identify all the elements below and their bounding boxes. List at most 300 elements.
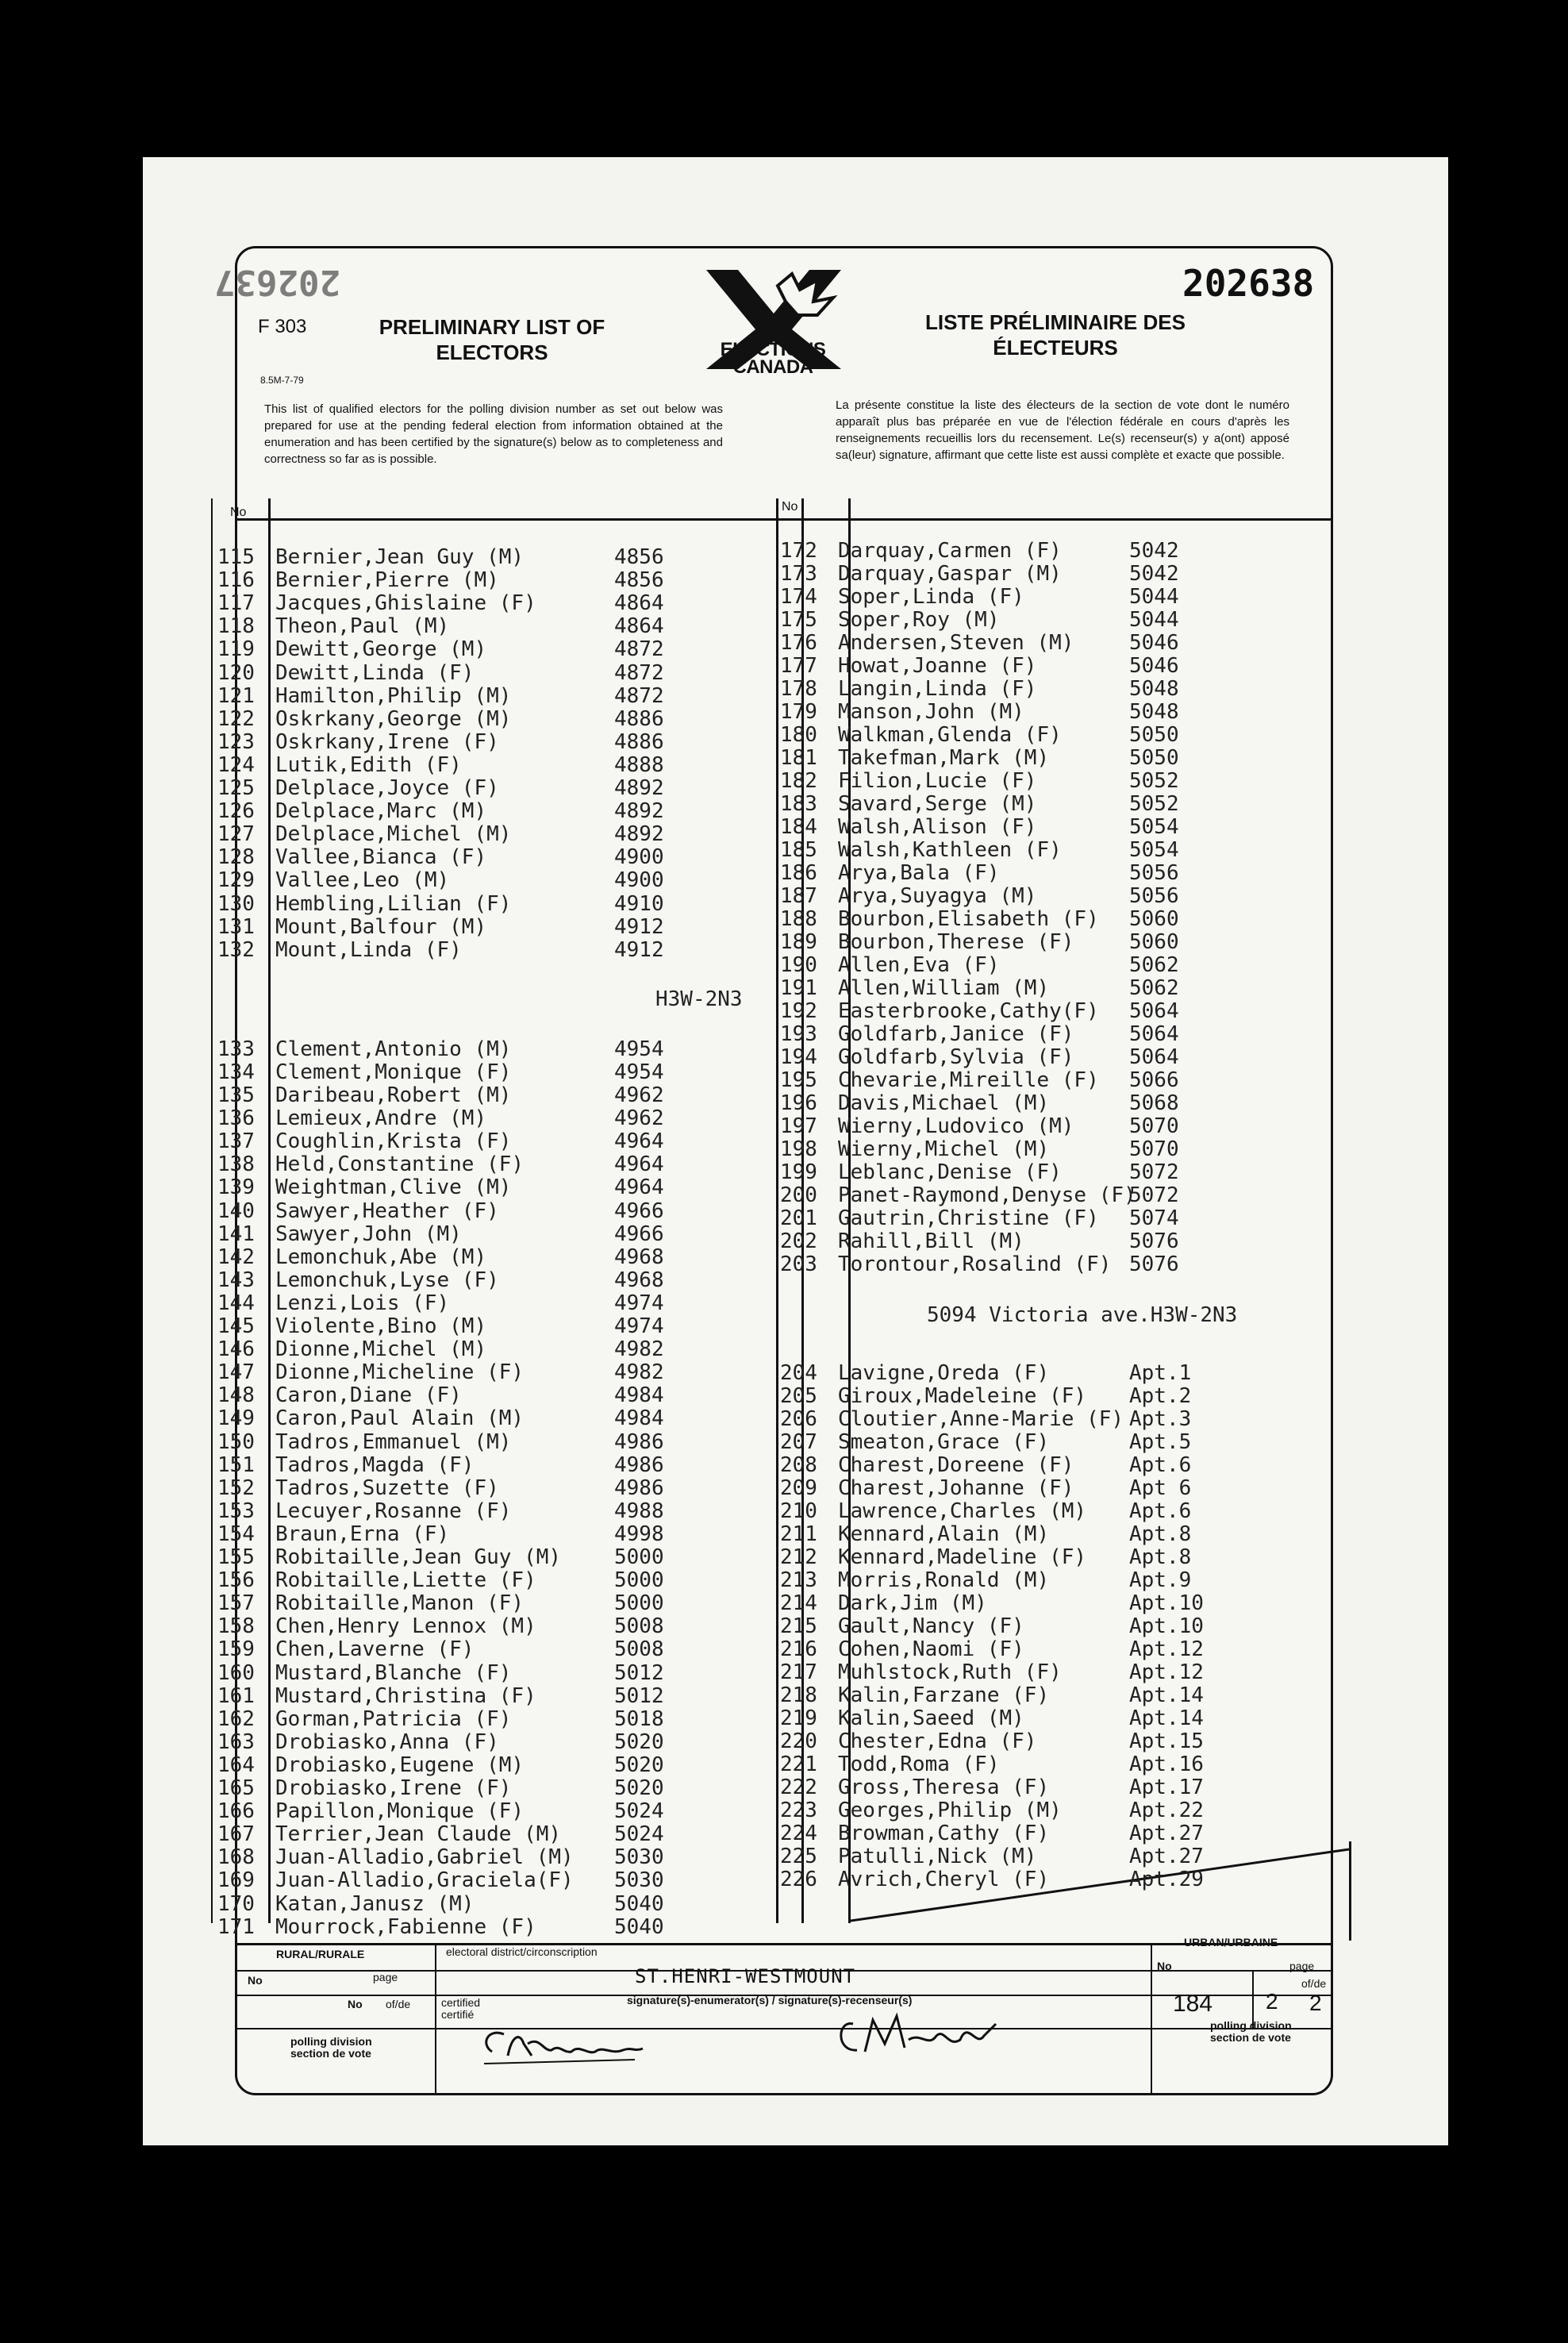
elector-name: Daribeau,Robert (M) [275,1083,512,1107]
intro-french: La présente constitue la liste des électeurs de la section de vote dont le numéro apparaît plus bas préparée en vue de l'élection fédérale en cours d'après les renseignements recueillis lors du recensement. Le(s) recenseur(s) y a(ont) apposé sa(leur) signature, affirmant que cette liste est aussi complète et exacte que possible. [836,398,1289,462]
elector-row [217,1268,664,1292]
elector-row [780,838,1179,862]
elector-row [217,1683,664,1708]
elector-row [217,1660,664,1685]
elector-address: 4900 [614,845,664,870]
elector-address: 5024 [614,1799,664,1824]
elector-address: Apt.15 [1129,1729,1204,1753]
elector-number: 139 [217,1175,255,1200]
elector-row [780,723,1179,747]
left-no-header: No [230,506,247,519]
elector-row [780,1114,1179,1138]
elector-row [217,568,664,593]
elector-number: 203 [780,1252,817,1276]
footer-urban-divider [1151,1943,1152,2094]
elector-name: Bourbon,Therese (F) [838,930,1074,954]
elector-number: 221 [780,1752,817,1776]
elector-address: 5008 [614,1614,664,1639]
elector-row [217,1914,664,1939]
elector-number: 225 [780,1845,817,1868]
district-value: ST.HENRI-WESTMOUNT [635,1965,856,1987]
elector-name: Wierny,Michel (M) [838,1137,1050,1161]
elector-address: 4988 [614,1499,664,1523]
elector-name: Drobiasko,Anna (F) [275,1729,499,1754]
elector-row [217,891,664,916]
elector-address: Apt.27 [1129,1822,1204,1845]
elector-row [217,729,664,754]
elector-row [217,1868,664,1893]
elector-address: 4892 [614,799,664,824]
elector-address: Apt.14 [1129,1706,1204,1730]
elector-number: 159 [217,1637,255,1662]
elector-row [780,861,1179,885]
elector-name: Kalin,Farzane (F) [838,1683,1050,1707]
elector-row [217,1314,664,1338]
elector-address: 5044 [1129,608,1179,632]
elector-number: 213 [780,1568,817,1592]
elector-number: 149 [217,1406,255,1431]
elector-name: Soper,Linda (F) [838,585,1024,609]
polling-label-urban: polling division section de vote [1210,2019,1292,2044]
certified-label: certified certifié [441,1996,481,2021]
elector-address: 4966 [614,1222,664,1246]
rural-no-label: No [248,1974,263,1987]
elector-row [217,1614,664,1639]
elector-address: 4886 [614,706,664,731]
elector-address: 5062 [1129,976,1179,1000]
elector-number: 180 [780,723,817,747]
elector-name: Coughlin,Krista (F) [275,1129,512,1154]
elector-address: Apt.8 [1129,1545,1192,1569]
elector-name: Walsh,Alison (F) [838,815,1037,839]
elector-name: Kennard,Madeline (F) [838,1545,1087,1569]
elector-row [780,1022,1179,1046]
elector-number: 220 [780,1729,817,1753]
elector-row [780,1706,1204,1730]
elector-address: Apt.17 [1129,1776,1204,1799]
elector-address: 5062 [1129,953,1179,977]
elector-name: Browman,Cathy (F) [838,1822,1050,1845]
elector-name: Giroux,Madeleine (F) [838,1384,1087,1408]
elector-number: 214 [780,1591,817,1615]
elector-name: Charest,Doreene (F) [838,1453,1074,1477]
elector-address: Apt 6 [1129,1476,1192,1500]
elector-row [780,1545,1192,1569]
elector-name: Gault,Nancy (F) [838,1614,1024,1638]
elector-row [780,1206,1179,1230]
elector-name: Dionne,Michel (M) [275,1337,487,1362]
elector-number: 192 [780,999,817,1023]
elector-name: Davis,Michael (M) [838,1091,1050,1115]
elector-address: 5076 [1129,1229,1179,1253]
elector-number: 131 [217,914,255,939]
elector-address: 4872 [614,660,664,685]
elector-row [217,868,664,893]
elector-number: 202 [780,1229,817,1253]
elector-number: 155 [217,1545,255,1569]
elector-row [780,539,1179,563]
elector-number: 164 [217,1752,255,1777]
elector-address: 5008 [614,1637,664,1662]
elector-address: 5060 [1129,930,1179,954]
elector-address: 4910 [614,891,664,916]
elector-row [217,614,664,639]
elector-row [780,1091,1179,1115]
elector-name: Arya,Suyagya (M) [838,884,1037,908]
elector-address: 4864 [614,614,664,639]
elector-row [217,1799,664,1824]
enumerator-signature-2 [829,2004,1012,2068]
elector-row [217,1776,664,1800]
elector-address: Apt.29 [1129,1868,1204,1891]
elector-number: 137 [217,1129,255,1154]
elector-name: Dewitt,Linda (F) [275,660,475,685]
elector-number: 117 [217,591,255,616]
elector-name: Andersen,Steven (M) [838,631,1074,655]
elector-number: 197 [780,1114,817,1138]
elector-address: 5070 [1129,1137,1179,1161]
elector-address: 4872 [614,637,664,662]
elector-address: 5040 [614,1914,664,1939]
elector-number: 190 [780,953,817,977]
elector-row [780,1845,1204,1868]
elector-address: 4984 [614,1406,664,1431]
elector-name: Leblanc,Denise (F) [838,1160,1062,1184]
elector-name: Drobiasko,Eugene (M) [275,1752,525,1777]
elector-name: Katan,Janusz (M) [275,1891,475,1916]
elector-number: 181 [780,746,817,770]
elector-row [217,752,664,777]
elector-address: 4856 [614,568,664,593]
elector-row [780,1476,1192,1500]
elector-name: Manson,John (M) [838,700,1024,724]
elector-number: 144 [217,1291,255,1315]
elector-address: Apt.14 [1129,1683,1204,1707]
elector-row [217,1106,664,1131]
rural-page-label: page [373,1971,398,1983]
elector-name: Allen,Eva (F) [838,953,1000,977]
elector-row [780,1453,1192,1477]
elector-number: 115 [217,545,255,569]
elector-address: 5000 [614,1591,664,1616]
elector-number: 156 [217,1568,255,1593]
elector-row [780,1591,1204,1615]
elector-name: Lecuyer,Rosanne (F) [275,1499,512,1523]
elector-address: 5030 [614,1845,664,1870]
elector-number: 140 [217,1198,255,1223]
elector-row [780,1229,1179,1253]
elector-address: 5054 [1129,815,1179,839]
elector-name: Jacques,Ghislaine (F) [275,591,536,616]
elector-row [217,914,664,939]
elector-number: 153 [217,1499,255,1523]
elector-number: 163 [217,1729,255,1754]
elector-name: Goldfarb,Sylvia (F) [838,1045,1074,1069]
elector-row [217,1545,664,1569]
elector-number: 145 [217,1314,255,1338]
elector-row [780,1729,1204,1753]
elector-number: 179 [780,700,817,724]
elector-address: 4966 [614,1198,664,1223]
elector-row [217,1452,664,1477]
elector-name: Darquay,Carmen (F) [838,539,1062,563]
elector-row [780,1499,1192,1523]
elector-name: Avrich,Cheryl (F) [838,1868,1050,1891]
elector-number: 189 [780,930,817,954]
elector-row [780,884,1179,908]
page-total: 2 [1309,1991,1322,2015]
elector-row [780,1407,1192,1431]
elector-row [217,1637,664,1662]
elector-name: Chevarie,Mireille (F) [838,1068,1099,1092]
elector-name: Chester,Edna (F) [838,1729,1037,1753]
elector-number: 172 [780,539,817,563]
elector-address: Apt.16 [1129,1752,1204,1776]
elector-address: Apt.27 [1129,1845,1204,1868]
elector-row [780,1822,1204,1845]
elector-number: 119 [217,637,255,662]
elector-name: Vallee,Leo (M) [275,868,450,893]
urban-label: URBAN/URBAINE [1184,1936,1278,1949]
elector-address: 4864 [614,591,664,616]
elector-number: 169 [217,1868,255,1893]
elector-number: 126 [217,799,255,824]
elector-name: Lemonchuk,Abe (M) [275,1245,487,1269]
elector-row [780,1776,1204,1799]
elector-address: 5072 [1129,1183,1179,1207]
elector-address: 4892 [614,822,664,847]
elector-row [217,1499,664,1523]
elector-address: 4954 [614,1060,664,1084]
elector-row [780,677,1179,701]
elector-name: Filion,Lucie (F) [838,769,1037,793]
elector-name: Weightman,Clive (M) [275,1175,512,1200]
elector-address: 4900 [614,868,664,893]
elector-name: Lavigne,Oreda (F) [838,1361,1050,1385]
elector-name: Chen,Henry Lennox (M) [275,1614,536,1639]
elector-address: 4912 [614,937,664,962]
elector-name: Rahill,Bill (M) [838,1229,1024,1253]
postal-code-note: H3W-2N3 [655,987,743,1011]
elector-number: 146 [217,1337,255,1362]
polling-label-rural: polling division section de vote [290,2035,372,2060]
elector-address: 5056 [1129,861,1179,885]
elector-name: Mustard,Christina (F) [275,1683,536,1708]
elector-name: Gorman,Patricia (F) [275,1706,512,1731]
elector-number: 151 [217,1452,255,1477]
elector-address: 5064 [1129,1045,1179,1069]
signature-label: signature(s)-enumerator(s) / signature(s)-recenseur(s) [627,1994,913,2006]
urban-no-label: No [1157,1960,1172,1972]
elector-number: 216 [780,1637,817,1661]
elector-row [780,1799,1204,1822]
elector-number: 188 [780,907,817,931]
elector-number: 187 [780,884,817,908]
footer-rule-3 [235,2028,1333,2029]
elector-row [217,1152,664,1177]
title-fr-line1: LISTE PRÉLIMINAIRE DES [925,310,1186,334]
elector-row [780,1384,1192,1408]
elector-number: 200 [780,1183,817,1207]
elector-number: 132 [217,937,255,962]
elector-address: 5054 [1129,838,1179,862]
elector-number: 198 [780,1137,817,1161]
elector-number: 167 [217,1822,255,1847]
elector-name: Mourrock,Fabienne (F) [275,1914,536,1939]
elector-name: Robitaille,Jean Guy (M) [275,1545,562,1569]
elector-number: 147 [217,1360,255,1385]
elector-number: 166 [217,1799,255,1824]
elector-name: Robitaille,Liette (F) [275,1568,536,1593]
elector-name: Easterbrooke,Cathy(F) [838,999,1099,1023]
elector-row [780,1868,1204,1891]
elector-number: 224 [780,1822,817,1845]
elector-number: 124 [217,752,255,777]
elector-row [217,1337,664,1362]
elector-address: Apt.6 [1129,1499,1192,1523]
elector-number: 210 [780,1499,817,1523]
elector-name: Held,Constantine (F) [275,1152,525,1177]
elector-number: 125 [217,776,255,800]
elector-address: 4856 [614,545,664,569]
elector-row [217,1475,664,1500]
elector-address: 5064 [1129,1022,1179,1046]
elector-row [780,1430,1192,1454]
elector-number: 161 [217,1683,255,1708]
elector-row [780,1614,1204,1638]
elector-row [780,999,1179,1023]
elector-name: Sawyer,John (M) [275,1222,462,1246]
elector-address: 4962 [614,1106,664,1131]
polling-division-number: 184 [1173,1991,1213,2017]
elector-row [217,1429,664,1454]
elector-number: 201 [780,1206,817,1230]
elector-row [780,608,1179,632]
elector-number: 182 [780,769,817,793]
elector-address: Apt.6 [1129,1453,1192,1477]
elector-number: 121 [217,683,255,708]
elector-name: Delplace,Marc (M) [275,799,487,824]
elector-number: 176 [780,631,817,655]
elector-address: 5064 [1129,999,1179,1023]
enumerator-signature-1 [476,2020,651,2076]
elector-row [217,545,664,569]
elector-row [217,1752,664,1777]
elector-address: 5042 [1129,539,1179,563]
elector-name: Howat,Joanne (F) [838,654,1037,678]
elector-address: 5060 [1129,907,1179,931]
elector-row [780,631,1179,655]
list-top-rule [235,518,1333,521]
elector-address: 5074 [1129,1206,1179,1230]
elector-row [217,1891,664,1916]
elector-number: 175 [780,608,817,632]
elector-name: Patulli,Nick (M) [838,1845,1037,1868]
elector-name: Delplace,Michel (M) [275,822,512,847]
elector-number: 215 [780,1614,817,1638]
elector-name: Kennard,Alain (M) [838,1522,1050,1546]
elector-row [780,1183,1179,1207]
elector-number: 118 [217,614,255,639]
print-code: 8.5M-7-79 [260,375,304,386]
elector-number: 209 [780,1476,817,1500]
elector-row [217,1406,664,1431]
elector-name: Mount,Balfour (M) [275,914,487,939]
elector-number: 120 [217,660,255,685]
elector-address: 5052 [1129,769,1179,793]
elector-address: 5012 [614,1683,664,1708]
elector-row [780,1683,1204,1707]
elector-number: 160 [217,1660,255,1685]
elector-number: 133 [217,1037,255,1061]
elector-name: Todd,Roma (F) [838,1752,1000,1776]
elector-row [217,1291,664,1315]
elector-name: Violente,Bino (M) [275,1314,487,1338]
elector-address: 5046 [1129,631,1179,655]
elector-address: 5070 [1129,1114,1179,1138]
elector-name: Walsh,Kathleen (F) [838,838,1062,862]
elector-number: 217 [780,1660,817,1684]
elector-address: 4954 [614,1037,664,1061]
elector-number: 222 [780,1776,817,1799]
elector-address: 4968 [614,1245,664,1269]
elector-number: 195 [780,1068,817,1092]
elector-number: 185 [780,838,817,862]
elector-row [780,907,1179,931]
elector-address: Apt.12 [1129,1637,1204,1661]
elector-address: 5056 [1129,884,1179,908]
elector-name: Charest,Johanne (F) [838,1476,1074,1500]
elector-row [217,1568,664,1593]
urban-of-label: of/de [1301,1977,1327,1990]
elector-address: 4986 [614,1429,664,1454]
elector-name: Allen,William (M) [838,976,1050,1000]
elector-row [780,1252,1179,1276]
elector-address: 5072 [1129,1160,1179,1184]
title-french [913,310,1198,360]
elector-name: Delplace,Joyce (F) [275,776,499,800]
elector-name: Hembling,Lilian (F) [275,891,512,916]
elector-number: 193 [780,1022,817,1046]
elector-number: 223 [780,1799,817,1822]
elector-address: 5020 [614,1776,664,1800]
elector-number: 171 [217,1914,255,1939]
elector-name: Bernier,Pierre (M) [275,568,499,593]
elector-row [780,1068,1179,1092]
elector-name: Tadros,Emmanuel (M) [275,1429,512,1454]
elector-row [780,1137,1179,1161]
elector-row [217,1037,664,1061]
elector-row [217,822,664,847]
elector-row [780,1568,1192,1592]
elector-number: 157 [217,1591,255,1616]
elector-address: Apt.8 [1129,1522,1192,1546]
elector-address: 4912 [614,914,664,939]
elector-name: Langin,Linda (F) [838,677,1037,701]
page-number: 2 [1266,1989,1278,2014]
elector-number: 183 [780,792,817,816]
elector-name: Gross,Theresa (F) [838,1776,1050,1799]
elector-row [780,930,1179,954]
elector-address: 5000 [614,1545,664,1569]
elector-row [217,1083,664,1107]
elector-row [217,591,664,616]
elector-row [780,1522,1192,1546]
elector-address: 5024 [614,1822,664,1847]
elector-address: 4872 [614,683,664,708]
elector-name: Morris,Ronald (M) [838,1568,1050,1592]
logo-line1: ELECTIONS [720,339,826,360]
